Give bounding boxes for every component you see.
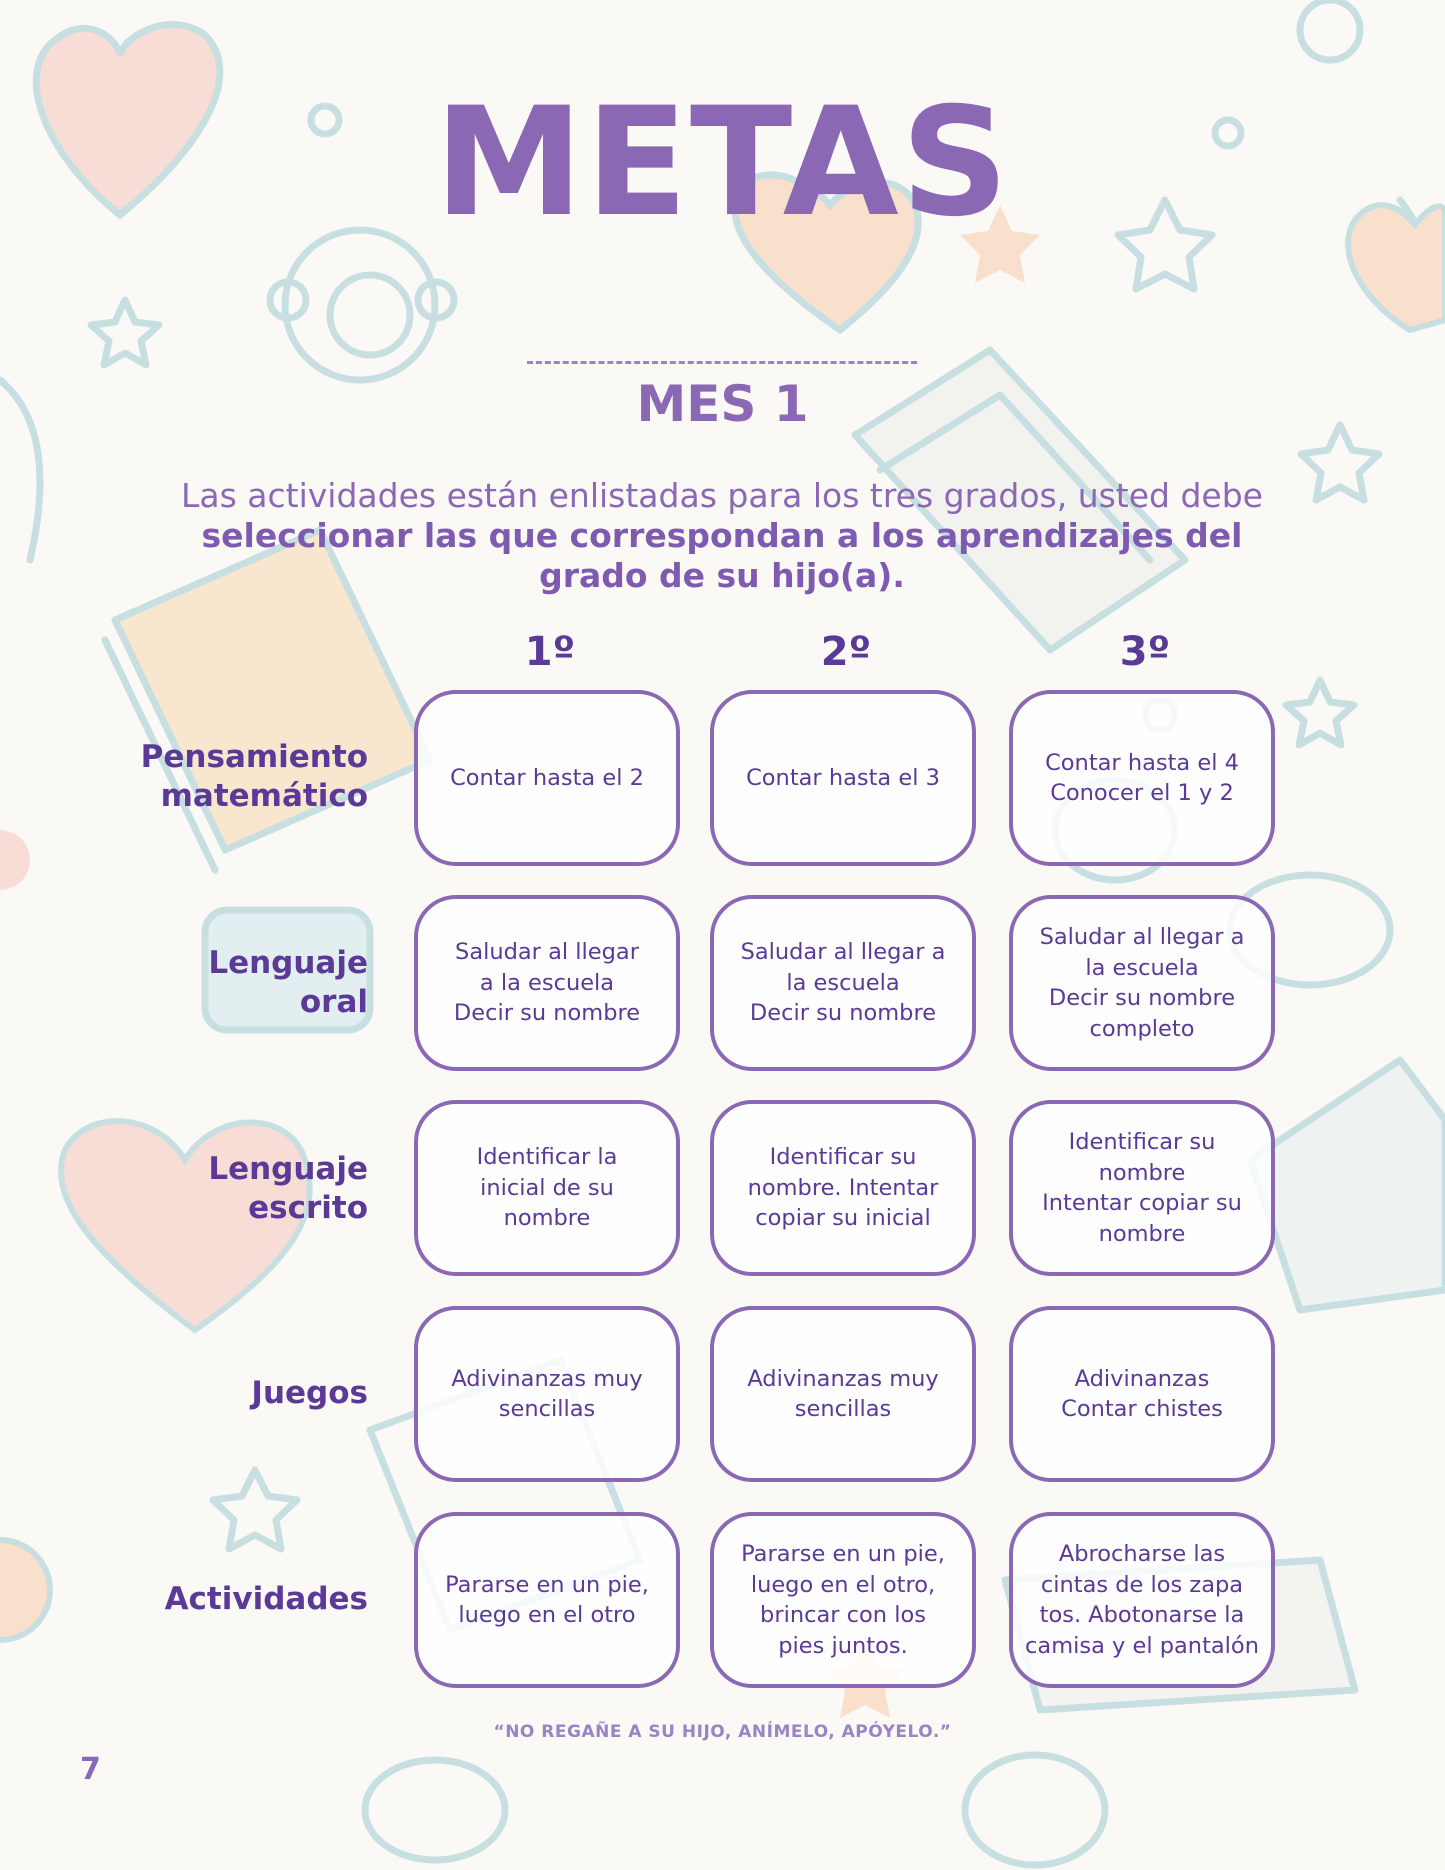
grade-header-1: 1º: [524, 629, 576, 675]
goal-cell: Saludar al llegar a la escuela Decir su nombre: [710, 895, 976, 1071]
row-label-lenguaje-escrito: Lenguaje escrito: [208, 1151, 368, 1226]
row-label-lenguaje-oral: Lenguaje oral: [208, 945, 368, 1020]
grade-header-2: 2º: [820, 629, 872, 675]
row-label-pensamiento: Pensamiento matemático: [140, 739, 368, 814]
row-label-actividades: Actividades: [164, 1581, 368, 1617]
page-title: METAS: [434, 76, 1011, 250]
goal-cell: Abrocharse las cintas de los zapa tos. Abotonarse la camisa y el pantalón: [1009, 1512, 1275, 1688]
goal-cell: Saludar al llegar a la escuela Decir su nombre: [414, 895, 680, 1071]
goal-cell: Identificar su nombre. Intentar copiar su inicial: [710, 1100, 976, 1276]
intro-text: [172, 476, 1272, 596]
goal-cell: Identificar su nombre Intentar copiar su nombre: [1009, 1100, 1275, 1276]
goal-cell: Identificar la inicial de su nombre: [414, 1100, 680, 1276]
grade-header-3: 3º: [1119, 629, 1171, 675]
intro-text-normal: Las actividades están enlistadas para los tres grados, usted debe: [181, 476, 1263, 515]
goal-cell: Adivinanzas muy sencillas: [414, 1306, 680, 1482]
title-divider: [527, 361, 917, 364]
goal-cell: Pararse en un pie, luego en el otro: [414, 1512, 680, 1688]
goal-cell: Saludar al llegar a la escuela Decir su nombre completo: [1009, 895, 1275, 1071]
goal-cell: Adivinanzas Contar chistes: [1009, 1306, 1275, 1482]
intro-text-bold: seleccionar las que correspondan a los aprendizajes del grado de su hijo(a).: [201, 516, 1243, 595]
page-number: 7: [80, 1752, 101, 1787]
footer-quote: “NO REGAÑE A SU HIJO, ANÍMELO, APÓYELO.”: [493, 1722, 952, 1742]
goal-cell: Contar hasta el 3: [710, 690, 976, 866]
goal-cell: Adivinanzas muy sencillas: [710, 1306, 976, 1482]
goal-cell: Pararse en un pie, luego en el otro, brincar con los pies juntos.: [710, 1512, 976, 1688]
page-subtitle: MES 1: [636, 375, 809, 433]
goal-cell: Contar hasta el 2: [414, 690, 680, 866]
goal-cell: Contar hasta el 4 Conocer el 1 y 2: [1009, 690, 1275, 866]
row-label-juegos: Juegos: [251, 1375, 368, 1411]
